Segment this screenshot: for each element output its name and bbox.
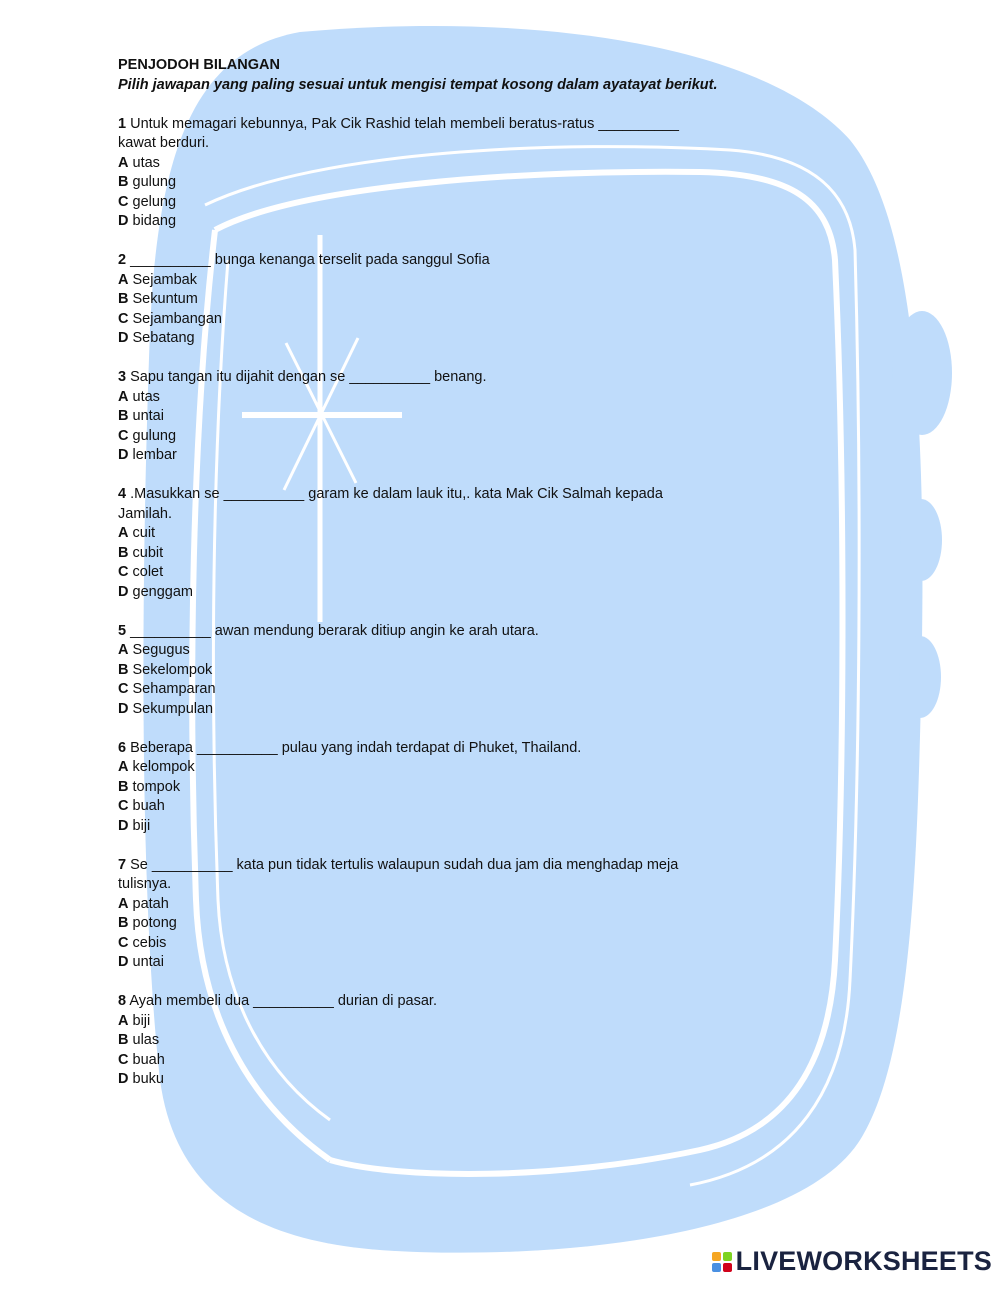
option-letter: A <box>118 388 129 405</box>
question-stem <box>118 251 718 271</box>
question-stem <box>118 856 718 895</box>
answer-option[interactable] <box>118 680 718 700</box>
question <box>118 115 718 232</box>
question-stem <box>118 115 718 154</box>
answer-option[interactable] <box>118 173 718 193</box>
option-text: potong <box>132 915 177 931</box>
option-text: gelung <box>132 193 177 210</box>
question-number: 2 <box>118 252 127 268</box>
option-letter: C <box>118 310 129 327</box>
answer-option[interactable] <box>118 1051 718 1071</box>
question <box>118 485 718 602</box>
option-text: Sekelompok <box>132 661 213 678</box>
answer-option[interactable] <box>118 1070 718 1090</box>
option-text: cubit <box>132 544 164 561</box>
question-text: Se __________ kata pun tidak tertulis walaupun sudah dua jam dia menghadap meja tulisnya. <box>118 856 679 892</box>
option-text: Sejambangan <box>132 310 223 327</box>
question-text: Untuk memagari kebunnya, Pak Cik Rashid telah membeli beratus-ratus __________ kawat berduri. <box>118 115 679 151</box>
answer-option[interactable] <box>118 817 718 837</box>
option-letter: B <box>118 915 129 931</box>
question-number: 3 <box>118 369 127 385</box>
question <box>118 992 718 1090</box>
option-text: tompok <box>132 778 181 795</box>
option-letter: A <box>118 759 129 775</box>
option-text: kelompok <box>132 759 195 775</box>
option-letter: A <box>118 895 129 912</box>
option-letter: D <box>118 447 129 463</box>
answer-option[interactable] <box>118 271 718 291</box>
answer-option[interactable] <box>118 914 718 934</box>
answer-option[interactable] <box>118 544 718 564</box>
worksheet-instruction: Pilih jawapan yang paling sesuai untuk mengisi tempat kosong dalam ayatayat berikut. <box>118 76 718 93</box>
option-text: Segugus <box>132 642 190 658</box>
question-text: __________ bunga kenanga terselit pada sanggul Sofia <box>130 252 490 268</box>
answer-option[interactable] <box>118 407 718 427</box>
question-number: 5 <box>118 622 127 639</box>
answer-option[interactable] <box>118 290 718 310</box>
logo-tile <box>723 1252 732 1261</box>
option-text: Sekumpulan <box>132 700 214 717</box>
answer-option[interactable] <box>118 758 718 778</box>
answer-option[interactable] <box>118 329 718 349</box>
answer-option[interactable] <box>118 524 718 544</box>
option-letter: B <box>118 291 129 307</box>
option-text: utas <box>132 388 160 405</box>
option-text: colet <box>132 564 164 580</box>
option-letter: C <box>118 193 129 210</box>
option-text: Sehamparan <box>132 681 216 697</box>
answer-option[interactable] <box>118 563 718 583</box>
option-text: Sejambak <box>132 271 197 288</box>
answer-option[interactable] <box>118 934 718 954</box>
option-letter: D <box>118 817 129 834</box>
question-stem <box>118 992 718 1012</box>
option-text: untai <box>132 408 164 424</box>
question <box>118 622 718 720</box>
liveworksheets-logo-icon <box>712 1252 732 1272</box>
option-text: buah <box>132 1051 165 1068</box>
option-letter: A <box>118 1012 129 1029</box>
worksheet-title: PENJODOH BILANGAN <box>118 57 280 73</box>
option-letter: A <box>118 642 129 658</box>
option-letter: D <box>118 583 129 600</box>
logo-tile <box>723 1263 732 1272</box>
option-letter: B <box>118 544 129 561</box>
answer-option[interactable] <box>118 700 718 720</box>
question <box>118 251 718 349</box>
option-letter: D <box>118 700 129 717</box>
answer-option[interactable] <box>118 310 718 330</box>
answer-option[interactable] <box>118 1012 718 1032</box>
question-stem <box>118 739 718 759</box>
logo-tile <box>712 1252 721 1261</box>
option-letter: D <box>118 954 129 970</box>
answer-option[interactable] <box>118 1031 718 1051</box>
question-text: Sapu tangan itu dijahit dengan se __________ benang. <box>130 369 487 385</box>
liveworksheets-brand <box>712 1246 992 1277</box>
question-stem <box>118 622 718 642</box>
option-letter: B <box>118 174 129 190</box>
question-text: Beberapa __________ pulau yang indah terdapat di Phuket, Thailand. <box>130 739 582 756</box>
answer-option[interactable] <box>118 895 718 915</box>
worksheet <box>118 56 718 1090</box>
option-text: buku <box>132 1071 164 1087</box>
option-letter: C <box>118 427 129 444</box>
question-text: Ayah membeli dua __________ durian di pasar. <box>129 993 437 1009</box>
option-letter: C <box>118 1051 129 1068</box>
option-text: utas <box>132 154 160 171</box>
logo-tile <box>712 1263 721 1272</box>
option-letter: A <box>118 154 129 171</box>
liveworksheets-wordmark: LIVEWORKSHEETS <box>735 1246 992 1276</box>
option-letter: C <box>118 798 129 814</box>
answer-option[interactable] <box>118 446 718 466</box>
option-letter: B <box>118 1032 129 1048</box>
option-text: biji <box>132 1012 151 1029</box>
question-number: 8 <box>118 993 127 1009</box>
answer-option[interactable] <box>118 193 718 213</box>
option-letter: A <box>118 525 129 541</box>
option-letter: C <box>118 681 129 697</box>
option-text: gulung <box>132 427 177 444</box>
question-number: 7 <box>118 856 127 873</box>
answer-option[interactable] <box>118 154 718 174</box>
answer-option[interactable] <box>118 661 718 681</box>
question <box>118 739 718 837</box>
option-letter: C <box>118 934 129 951</box>
option-letter: B <box>118 778 129 795</box>
option-letter: B <box>118 408 129 424</box>
option-text: biji <box>132 817 151 834</box>
option-text: bidang <box>132 213 177 229</box>
question-number: 1 <box>118 115 127 132</box>
question-text: __________ awan mendung berarak ditiup angin ke arah utara. <box>130 622 539 639</box>
answer-option[interactable] <box>118 641 718 661</box>
option-text: patah <box>132 895 169 912</box>
option-text: cuit <box>132 525 156 541</box>
option-letter: C <box>118 564 129 580</box>
question <box>118 856 718 973</box>
option-text: cebis <box>132 934 167 951</box>
question <box>118 368 718 466</box>
background-oval <box>899 636 941 718</box>
question-number: 6 <box>118 739 127 756</box>
answer-option[interactable] <box>118 212 718 232</box>
option-text: ulas <box>132 1032 160 1048</box>
option-text: untai <box>132 954 164 970</box>
answer-option[interactable] <box>118 388 718 408</box>
answer-option[interactable] <box>118 953 718 973</box>
answer-option[interactable] <box>118 427 718 447</box>
answer-option[interactable] <box>118 583 718 603</box>
question-stem <box>118 485 718 524</box>
answer-option[interactable] <box>118 797 718 817</box>
option-letter: D <box>118 1071 129 1087</box>
background-oval <box>900 499 942 581</box>
option-letter: D <box>118 213 129 229</box>
option-text: lembar <box>132 447 177 463</box>
option-text: Sekuntum <box>132 291 198 307</box>
option-letter: A <box>118 271 129 288</box>
option-text: gulung <box>132 174 177 190</box>
option-text: Sebatang <box>132 330 195 346</box>
option-text: genggam <box>132 583 193 600</box>
question-number: 4 <box>118 486 127 502</box>
background-oval <box>892 311 952 435</box>
question-stem <box>118 368 718 388</box>
option-letter: B <box>118 661 129 678</box>
option-text: buah <box>132 798 165 814</box>
answer-option[interactable] <box>118 778 718 798</box>
option-letter: D <box>118 330 129 346</box>
question-text: .Masukkan se __________ garam ke dalam lauk itu,. kata Mak Cik Salmah kepada Jamilah. <box>118 486 663 522</box>
